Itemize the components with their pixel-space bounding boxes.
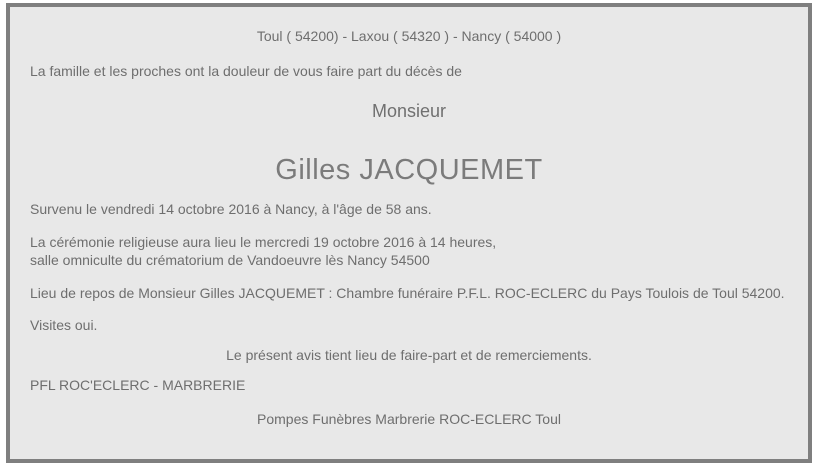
funeral-home-name: PFL ROC'ECLERC - MARBRERIE [30,377,246,393]
intro-text: La famille et les proches ont la douleur de vous faire part du décès de [30,63,462,79]
cities-line: Toul ( 54200) - Laxou ( 54320 ) - Nancy ( 54000 ) [256,28,562,44]
notice-text: Le présent avis tient lieu de faire-part et de remerciements. [226,347,592,363]
deceased-name: Gilles JACQUEMET [275,154,543,186]
ceremony-info [30,233,788,269]
visits-info: Visites oui. [30,317,98,333]
civility-title: Monsieur [371,101,447,121]
repose-info: Lieu de repos de Monsieur Gilles JACQUEMET : Chambre funéraire P.F.L. ROC-ECLERC du Pays Toulois de Toul 54200. [30,285,785,301]
obituary-card [6,3,812,463]
ceremony-line-2: salle omniculte du crématorium de Vandoeuvre lès Nancy 54500 [30,252,430,268]
footer-company: Pompes Funèbres Marbrerie ROC-ECLERC Toul [257,411,561,427]
death-info: Survenu le vendredi 14 octobre 2016 à Nancy, à l'âge de 58 ans. [30,201,432,217]
ceremony-line-1: La cérémonie religieuse aura lieu le mercredi 19 octobre 2016 à 14 heures, [30,234,497,250]
